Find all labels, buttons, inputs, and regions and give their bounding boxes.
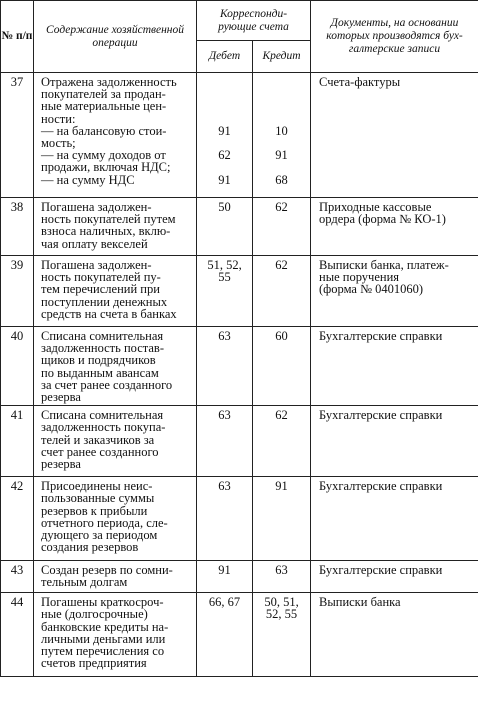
- operation-description-line: ность покупателей пу-: [41, 270, 161, 285]
- row-number: 38: [1, 198, 34, 256]
- operation-description-line: тельным долгам: [41, 575, 128, 590]
- debit-account: [197, 593, 253, 677]
- source-document-line: Приходные кассовые: [319, 200, 432, 214]
- credit-account: [253, 477, 311, 561]
- header-content: [34, 1, 197, 73]
- table-row: [1, 477, 478, 561]
- credit-account-line: [253, 161, 310, 173]
- credit-account-line: [253, 113, 310, 125]
- operation-description-line: взноса наличных, вклю-: [41, 224, 171, 239]
- operation-description-line: щиков и подрядчиков: [41, 353, 156, 368]
- source-document-line: Выписки банка, платеж-: [319, 258, 449, 272]
- operation-description-line: резерва: [41, 389, 81, 404]
- operation-description-line: средств на счета в банках: [41, 306, 177, 321]
- operation-description-line: Списана сомнительная: [41, 329, 164, 343]
- operation-description-line: Создан резерв по сомни-: [41, 563, 173, 578]
- credit-account-line: 62: [275, 258, 288, 272]
- debit-account: [197, 406, 253, 477]
- header-num-label: № п/п: [1, 30, 33, 42]
- header-debit: [197, 41, 253, 73]
- header-num: [1, 1, 34, 73]
- credit-account: [253, 73, 311, 198]
- operation-description-line: за счет ранее созданного: [41, 377, 173, 392]
- credit-account-line: [253, 76, 310, 88]
- operation-description-line: Присоединены неис-: [41, 479, 153, 494]
- operation-description-line: — на сумму НДС: [41, 172, 135, 187]
- debit-account-line: 63: [218, 329, 231, 343]
- header-credit: [253, 41, 311, 73]
- row-number: 44: [1, 593, 34, 677]
- operation-description-line: дующего за периодом: [41, 527, 158, 542]
- source-document-line: ордера (форма № КО-1): [319, 212, 446, 227]
- operation-description-line: покупателей за продан-: [41, 87, 166, 102]
- debit-account-line: 62: [218, 148, 231, 163]
- credit-account-line: 60: [275, 329, 288, 343]
- debit-account-line: 63: [218, 408, 231, 423]
- debit-account: [197, 561, 253, 593]
- source-document-line: (форма № 0401060): [319, 282, 424, 297]
- operation-description-line: Списана сомнительная: [41, 408, 164, 423]
- debit-account-line: 51, 52,: [207, 258, 242, 272]
- operation-description: [34, 593, 197, 677]
- table-row: [1, 198, 478, 256]
- operation-description-line: резерва: [41, 456, 81, 471]
- operation-description-line: мость;: [41, 135, 76, 150]
- debit-account-line: [197, 88, 252, 100]
- source-document: [311, 198, 478, 256]
- row-number: 41: [1, 406, 34, 477]
- operation-description-line: счетов предприятия: [41, 656, 147, 671]
- debit-account-line: 63: [218, 479, 231, 494]
- table-row: [1, 561, 478, 593]
- operation-description: [34, 256, 197, 327]
- operation-description: [34, 477, 197, 561]
- table-header: [1, 1, 478, 73]
- header-docs: [311, 1, 478, 73]
- source-document: [311, 477, 478, 561]
- credit-account-line: 50, 51,: [264, 595, 299, 610]
- credit-account-line: 91: [275, 148, 288, 163]
- operation-description-line: резервов к прибыли: [41, 503, 148, 518]
- source-document: [311, 561, 478, 593]
- source-document: [311, 406, 478, 477]
- row-number: 40: [1, 327, 34, 406]
- operation-description-line: ности:: [41, 111, 76, 126]
- debit-account-line: 91: [218, 563, 231, 578]
- debit-account-line: 91: [218, 172, 231, 187]
- source-document: [311, 256, 478, 327]
- operation-description-line: — на балансовую стои-: [41, 123, 167, 138]
- header-debit-label: Дебет: [208, 50, 241, 62]
- operation-description-line: счет ранее созданного: [41, 444, 159, 459]
- operation-description-line: тем перечислений при: [41, 282, 160, 297]
- operation-description-line: Погашена задолжен-: [41, 200, 152, 214]
- operation-description-line: отчетного периода, сле-: [41, 515, 168, 530]
- source-document: [311, 73, 478, 198]
- header-corr: [197, 1, 311, 41]
- source-document-line: Бухгалтерские справки: [319, 563, 443, 578]
- credit-account-line: 91: [275, 479, 288, 494]
- credit-account: [253, 593, 311, 677]
- debit-account: [197, 73, 253, 198]
- credit-account: [253, 256, 311, 327]
- operation-description: [34, 327, 197, 406]
- debit-account-line: 66, 67: [208, 595, 241, 610]
- operation-description-line: продажи, включая НДС;: [41, 160, 171, 175]
- operation-description-line: путем перечисления со: [41, 643, 165, 658]
- operation-description-line: ные материальные цен-: [41, 99, 167, 114]
- header-docs-label: Документы, на основании которых производятся бух- галтерские записи: [326, 17, 463, 55]
- source-document: [311, 593, 478, 677]
- table-row: [1, 256, 478, 327]
- header-content-label: Содержание хозяйственной операции: [45, 23, 185, 49]
- source-document-line: ные поручения: [319, 270, 400, 285]
- operation-description: [34, 406, 197, 477]
- row-number: 42: [1, 477, 34, 561]
- operation-description: [34, 561, 197, 593]
- source-document-line: Выписки банка: [319, 595, 401, 610]
- operation-description-line: чая оплату векселей: [41, 236, 148, 251]
- debit-account-line: [197, 76, 252, 88]
- operation-description-line: банковские кредиты на-: [41, 619, 169, 634]
- debit-account-line: [197, 161, 252, 173]
- credit-account-line: 63: [275, 563, 288, 578]
- operation-description: [34, 73, 197, 198]
- debit-account: [197, 198, 253, 256]
- operation-description-line: Отражена задолженность: [41, 75, 177, 89]
- row-number: 39: [1, 256, 34, 327]
- debit-account-line: [197, 100, 252, 112]
- operation-description-line: по выданным авансам: [41, 365, 159, 380]
- operation-description-line: — на сумму доходов от: [41, 148, 166, 163]
- operation-description-line: телей и заказчиков за: [41, 432, 155, 447]
- debit-account: [197, 477, 253, 561]
- header-credit-label: Кредит: [262, 50, 301, 62]
- credit-account-line: 68: [275, 172, 288, 187]
- operation-description-line: Погашены краткосроч-: [41, 595, 164, 610]
- row-number: 43: [1, 561, 34, 593]
- debit-account-line: 55: [218, 270, 231, 285]
- operation-description-line: личными деньгами или: [41, 631, 166, 646]
- operation-description-line: задолженность постав-: [41, 341, 164, 356]
- operation-description-line: ность покупателей путем: [41, 212, 176, 227]
- debit-account-line: 50: [218, 200, 231, 214]
- debit-account: [197, 327, 253, 406]
- credit-account-line: 10: [275, 123, 288, 138]
- credit-account: [253, 198, 311, 256]
- operation-description-line: создания резервов: [41, 540, 139, 555]
- source-document-line: Бухгалтерские справки: [319, 408, 443, 423]
- operation-description: [34, 198, 197, 256]
- table-row: [1, 327, 478, 406]
- credit-account: [253, 327, 311, 406]
- source-document: [311, 327, 478, 406]
- credit-account-line: 52, 55: [265, 607, 298, 622]
- debit-account-line: [197, 113, 252, 125]
- credit-account-line: 62: [275, 408, 288, 423]
- operation-description-line: задолженность покупа-: [41, 420, 166, 435]
- credit-account: [253, 406, 311, 477]
- row-number: 37: [1, 73, 34, 198]
- credit-account-line: 62: [275, 200, 288, 214]
- source-document-line: Счета-фактуры: [319, 75, 401, 89]
- operation-description-line: Погашена задолжен-: [41, 258, 152, 272]
- credit-account-line: [253, 88, 310, 100]
- table-row: [1, 593, 478, 677]
- table-body: [1, 73, 478, 677]
- source-document-line: Бухгалтерские справки: [319, 329, 443, 343]
- header-corr-label: Корреспонди- рующие счета: [218, 7, 289, 33]
- table-row: [1, 406, 478, 477]
- operation-description-line: пользованные суммы: [41, 491, 155, 506]
- operation-description-line: ные (долгосрочные): [41, 607, 148, 622]
- credit-account-line: [253, 100, 310, 112]
- debit-account: [197, 256, 253, 327]
- credit-account: [253, 561, 311, 593]
- debit-account-line: 91: [218, 123, 231, 138]
- table-row: [1, 73, 478, 198]
- source-document-line: Бухгалтерские справки: [319, 479, 443, 494]
- operation-description-line: поступлении денежных: [41, 294, 168, 309]
